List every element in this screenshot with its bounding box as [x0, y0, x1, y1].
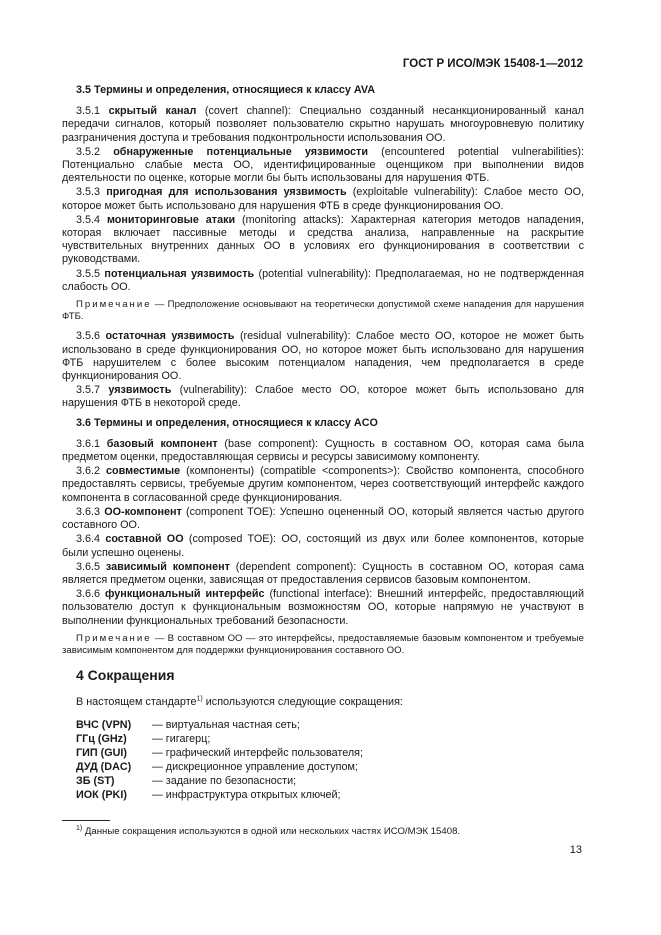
- term-3-6-6: 3.6.6 функциональный интерфейс (functional interface): Внешний интерфейс, предоставляющий пользователю доступ к функциональным возможностям ОО, которые напрямую не участвуют в выполнении функциональных требований безопасности.: [62, 588, 584, 627]
- term-3-5-1: 3.5.1 скрытый канал (covert channel): Специально созданный несанкционированный канал передачи сигналов, который позволяет пользователю скрытно нарушать многоуровневую политику разграничения доступа и требования подконтрольности использования ОО.: [62, 105, 584, 144]
- note-3-5: Примечание — Предположение основывают на теоретически допустимой схеме нападения для нарушения ФТБ.: [62, 299, 584, 323]
- abbreviation-row: ГГц (GHz) — гигагерц;: [76, 732, 211, 745]
- footnote-divider: [62, 820, 110, 821]
- abbreviation-row: ДУД (DAC) — дискреционное управление доступом;: [76, 760, 358, 773]
- page-body: [62, 84, 584, 803]
- abbreviation-row: ИОК (PKI) — инфраструктура открытых ключей;: [76, 788, 341, 801]
- section-4-title: 4 Сокращения: [76, 667, 175, 684]
- term-3-6-1: 3.6.1 базовый компонент (base component): Сущность в составном ОО, которая сама была предметом оценки, предоставляющая сервисы и ресурсы зависимому компоненту.: [62, 437, 584, 464]
- term-3-6-4: 3.6.4 составной ОО (composed TOE): ОО, состоящий из двух или более компонентов, которые были успешно оценены.: [62, 533, 584, 559]
- section-3-6-title: 3.6 Термины и определения, относящиеся к классу ACO: [76, 416, 378, 429]
- abbreviation-row: ЗБ (ST) — задание по безопасности;: [76, 774, 297, 787]
- section-3-5-title: 3.5 Термины и определения, относящиеся к классу AVA: [76, 84, 376, 96]
- footnote-ref: 1): [196, 695, 203, 703]
- term-3-5-3: 3.5.3 пригодная для использования уязвимость (exploitable vulnerability): Слабое место ОО, которое может быть использовано для нарушения ФТБ в среде функционирования ОО.: [62, 186, 585, 212]
- term-3-6-5: 3.6.5 зависимый компонент (dependent component): Сущность в составном ОО, которая сама является предметом оценки, зависящая от предоставления сервисов базовым компонентом.: [62, 560, 585, 586]
- abbreviation-row: ВЧС (VPN) — виртуальная частная сеть;: [76, 718, 300, 731]
- term-3-5-5: 3.5.5 потенциальная уязвимость (potential vulnerability): Предполагаемая, но не подтвержденная слабость ОО.: [62, 267, 585, 293]
- term-3-6-3: 3.6.3 ОО-компонент (component TOE): Успешно оцененный ОО, который является частью другого составного ОО.: [62, 505, 584, 532]
- term-3-5-2: 3.5.2 обнаруженные потенциальные уязвимости (encountered potential vulnerabilities): Потенциально слабые места ОО, идентифицированные оценщиком при выполнении видов деятельности по оценке, которые могли бы быть использованы для нарушения ФТБ.: [62, 145, 584, 185]
- note-3-6: Примечание — В составном ОО — это интерфейсы, предоставляемые базовым компонентом и требуемые зависимым компонентом для поддержки функционирования составного ОО.: [62, 632, 584, 656]
- page-number: 13: [569, 844, 582, 856]
- term-3-5-7: 3.5.7 уязвимость (vulnerability): Слабое место ОО, которое может быть использовано для нарушения ФТБ в некоторой среде.: [62, 384, 584, 410]
- abbreviation-row: ГИП (GUI) — графический интерфейс пользователя;: [76, 746, 363, 759]
- term-3-6-2: 3.6.2 совместимые (компоненты) (compatible <components>): Свойство компонента, способного предоставлять сервисы, требуемые другим компонентом, через соответствующий интерфейс каждого компонента в согласованной среде функционирования.: [62, 465, 584, 504]
- footnote: $^{1)}$ Данные сокращения используются в одной или нескольких частях ИСО/МЭК 15408.: [76, 824, 461, 837]
- document-header: ГОСТ Р ИСО/МЭК 15408-1—2012: [402, 58, 583, 70]
- term-3-5-4: 3.5.4 мониторинговые атаки (monitoring attacks): Характерная категория методов нападения, которая включает пассивные методы и средства анализа, направленные на раскрытие чувствительных внутренних данных ОО в условиях его функционирования в соответствии с руководствами.: [62, 213, 584, 266]
- section-4-intro: В настоящем стандарте$^{1)}$ используются следующие сокращения:: [76, 695, 403, 709]
- abbreviation-list: [76, 719, 584, 803]
- term-3-5-6: 3.5.6 остаточная уязвимость (residual vulnerability): Слабое место ОО, которое не может быть использовано в среде функционирования ОО, но которое может быть использовано для нарушения ФТБ нарушителем с более высоким потенциалом нападения, чем предполагается в среде функционирования ОО.: [62, 330, 584, 383]
